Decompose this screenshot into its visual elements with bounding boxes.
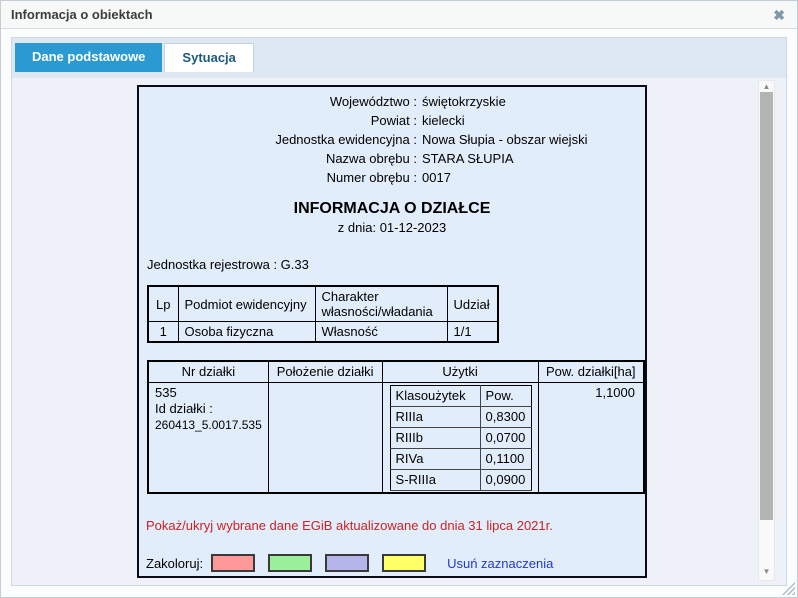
field-wojewodztwo (139, 92, 645, 111)
field-value: kielecki (422, 113, 465, 128)
register-unit: Jednostka rejestrowa : G.33 (147, 257, 309, 272)
owners-cell-charakter: Własność (315, 322, 447, 343)
colorize-row (146, 554, 645, 572)
tab-content (12, 78, 786, 585)
field-nazwa-obrebu (139, 149, 645, 168)
owners-header-row (148, 286, 498, 322)
color-swatch-red[interactable] (211, 554, 255, 572)
tab-panel (11, 37, 787, 586)
document-date: z dnia: 01-12-2023 (337, 220, 447, 235)
uses-class: S-RIIIa (390, 470, 480, 491)
parcel-uses-cell (382, 383, 538, 494)
clear-selection-link[interactable]: Usuń zaznaczenia (447, 555, 554, 571)
owners-header-udzial: Udział (447, 286, 498, 322)
uses-row (390, 428, 531, 449)
uses-class: RIIIa (390, 407, 480, 428)
uses-header-row (390, 386, 531, 407)
owners-cell-lp: 1 (148, 322, 178, 343)
parcel-info-document (137, 85, 647, 578)
uses-header-pow: Pow. (480, 386, 531, 407)
owners-header-charakter: Charakter własności/władania (315, 286, 447, 322)
parcel-id-label: Id działki : (155, 401, 213, 416)
color-swatch-green[interactable] (268, 554, 312, 572)
parcel-location-cell (268, 383, 382, 494)
color-swatch-yellow[interactable] (382, 554, 426, 572)
owners-table (147, 285, 499, 343)
parcel-id-value: 260413_5.0017.535 (155, 418, 262, 432)
field-value: Nowa Słupia - obszar wiejski (422, 132, 588, 147)
uses-area: 0,0900 (480, 470, 531, 491)
parcel-header-pow: Pow. działki[ha] (538, 361, 644, 383)
parcel-header-row (148, 361, 644, 383)
document-title: INFORMACJA O DZIAŁCE (293, 200, 491, 217)
uses-row (390, 407, 531, 428)
scrollbar-thumb[interactable] (760, 92, 773, 520)
field-value: 0017 (422, 170, 451, 185)
uses-class: RIIIb (390, 428, 480, 449)
field-label: Powiat : (370, 113, 417, 128)
uses-area: 0,0700 (480, 428, 531, 449)
colorize-label: Zakoloruj: (146, 555, 204, 571)
owners-header-lp: Lp (148, 286, 178, 322)
field-powiat (139, 111, 645, 130)
field-label: Numer obrębu : (326, 170, 417, 185)
uses-row (390, 470, 531, 491)
parcel-header-uzytki: Użytki (382, 361, 538, 383)
uses-table (390, 385, 532, 491)
color-swatch-purple[interactable] (325, 554, 369, 572)
owners-cell-podmiot: Osoba fizyczna (178, 322, 315, 343)
parcel-data-row (148, 383, 644, 494)
field-value: świętokrzyskie (422, 94, 506, 109)
field-label: Jednostka ewidencyjna : (275, 132, 417, 147)
parcel-number-cell (148, 383, 268, 494)
vertical-scrollbar[interactable] (758, 80, 775, 581)
owners-data-row (148, 322, 498, 343)
tab-sytuacja[interactable]: Sytuacja (164, 43, 253, 72)
uses-area: 0,1100 (480, 449, 531, 470)
uses-row (390, 449, 531, 470)
parcel-header-nr: Nr działki (148, 361, 268, 383)
dialog-titlebar (1, 1, 797, 29)
parcel-table (147, 360, 645, 494)
uses-area: 0,8300 (480, 407, 531, 428)
parcel-area-cell: 1,1000 (538, 383, 644, 494)
uses-header-klasouzytek: Klasoużytek (390, 386, 480, 407)
close-icon[interactable]: ✖ (773, 6, 785, 23)
field-label: Nazwa obrębu : (325, 151, 417, 166)
uses-class: RIVa (390, 449, 480, 470)
field-numer-obrebu (139, 168, 645, 187)
tab-strip (12, 38, 786, 78)
parcel-number: 535 (155, 385, 177, 400)
field-label: Województwo : (329, 94, 417, 109)
owners-cell-udzial: 1/1 (447, 322, 498, 343)
field-jednostka-ewidencyjna (139, 130, 645, 149)
owners-header-podmiot: Podmiot ewidencyjny (178, 286, 315, 322)
scroll-up-icon[interactable]: ▲ (762, 82, 771, 91)
tab-dane-podstawowe[interactable]: Dane podstawowe (15, 43, 162, 72)
scroll-down-icon[interactable]: ▼ (762, 567, 771, 576)
parcel-header-polozenie: Położenie działki (268, 361, 382, 383)
field-value: STARA SŁUPIA (422, 151, 514, 166)
dialog-title: Informacja o obiektach (11, 7, 153, 22)
egib-toggle-link[interactable]: Pokaż/ukryj wybrane dane EGiB aktualizowane do dnia 31 lipca 2021r. (146, 518, 553, 533)
